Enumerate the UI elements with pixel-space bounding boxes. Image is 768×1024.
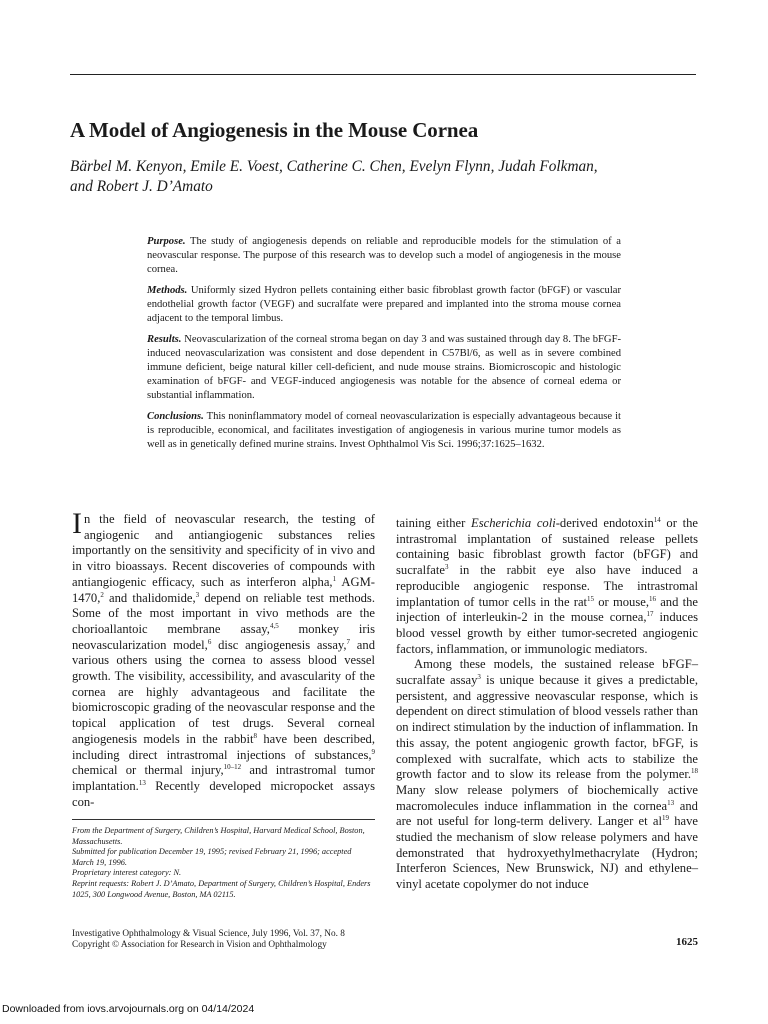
article-title: A Model of Angiogenesis in the Mouse Cornea: [70, 118, 479, 142]
body-text: or mouse,: [594, 594, 649, 609]
body-text: n the field of neovascular research, the testing of angiogenic and antiangiogenic substances relies importantly on the sensitivity and specificity of in vivo and in vitro bioassays. Recent discoveries of compounds with antiangiogenic efficacy, such as interferon alpha,: [72, 512, 375, 589]
abstract-results: [147, 333, 621, 403]
conclusions-text: This noninflammatory model of corneal neovascularization is especially advantageous because it is reproducible, economical, and facilitates investigation of angiogenesis in various murine tumor models as well as in genetically defined murine strains. Invest Ophthalmol Vis Sci. 1996;37:1625–1632.: [147, 411, 621, 450]
body-text: in the rabbit eye also have induced a reproducible angiogenic response. The intrastromal implantation of tumor cells in the rat: [396, 563, 698, 609]
body-text: induces blood vessel growth by either tumor-secreted angiogenic factors, inflammation, or immunologic mediators.: [396, 610, 698, 656]
species-name: Escherichia coli: [471, 516, 556, 530]
download-stamp: Downloaded from iovs.arvojournals.org on 04/14/2024: [2, 1003, 255, 1015]
purpose-label: Purpose.: [147, 236, 186, 247]
citation: 4,5: [269, 621, 279, 630]
body-text: depend on reliable test methods. Some of the most important in vivo methods are the chorioallantoic membrane assay,: [72, 590, 375, 636]
drop-cap: I: [72, 507, 82, 540]
citation: 16: [649, 594, 656, 603]
body-text: and intrastromal tumor implantation.: [72, 763, 375, 793]
body-text: AGM-1470,: [72, 574, 375, 605]
abstract: [147, 235, 621, 459]
citation: 10–12: [223, 763, 242, 772]
journal-footer: [72, 929, 472, 951]
citation: 18: [691, 767, 698, 776]
citation: 14: [653, 515, 661, 524]
citation: 1: [332, 574, 337, 583]
citation: 9: [371, 747, 375, 756]
citation: 8: [253, 731, 257, 740]
body-text: chemical or thermal injury,: [72, 763, 224, 778]
authors-line-1: Bärbel M. Kenyon, Emile E. Voest, Catherine C. Chen, Evelyn Flynn, Judah Folkman,: [70, 158, 598, 175]
purpose-text: The study of angiogenesis depends on reliable and reproducible models for the stimulation of a neovascular response. The purpose of this research was to develop such a model of angiogenesis in the mouse cornea.: [147, 236, 621, 275]
results-text: Neovascularization of the corneal stroma began on day 3 and was sustained through day 8. The bFGF-induced neovascularization was consistent and dose dependent in C57Bl/6, as well as in severe combined immune deficient, beige natural killer cell-deficient, and nude mouse strains. Biomicroscopic and histologic examination of bFGF- and VEGF-induced angiogenesis was notable for the absence of corneal edema or substantial inflammation.: [147, 334, 621, 401]
journal-citation: Investigative Ophthalmology & Visual Science, July 1996, Vol. 37, No. 8: [72, 929, 345, 939]
abstract-conclusions: [147, 410, 621, 452]
body-text: is unique because it gives a predictable, persistent, and aggressive neovascular response, which is dependent on direct stimulation of blood vessels rather than on indirect stimulation by the induction of inflammation. In this assay, the potent angiogenic growth factor, bFGF, is complexed with sucralfate, which acts to stabilize the growth factor and to slow its release from the polymer.: [396, 673, 698, 782]
citation: 19: [661, 814, 669, 823]
body-column-right: [396, 516, 698, 893]
body-text: taining either: [396, 516, 472, 530]
body-text: monkey iris neovascularization model,: [72, 621, 375, 652]
conclusions-label: Conclusions.: [147, 411, 204, 422]
author-list: [70, 157, 696, 197]
abstract-purpose: [147, 235, 621, 277]
citation: 15: [587, 594, 595, 603]
footnote-submitted: Submitted for publication December 19, 1995; revised February 21, 1996; accepted March 19, 1996.: [72, 847, 352, 867]
citation: 3: [444, 562, 449, 571]
body-text: Among these models, the sustained release bFGF–sucralfate assay: [396, 657, 698, 688]
body-text: -derived endotoxin: [555, 516, 654, 530]
results-label: Results.: [147, 334, 182, 345]
footnotes: [72, 826, 375, 900]
right-paragraph-1: [396, 516, 698, 657]
footnote-affiliation: From the Department of Surgery, Children’s Hospital, Harvard Medical School, Boston, Massachusetts.: [72, 826, 365, 846]
left-paragraph: [72, 507, 375, 810]
body-text: Many slow release polymers of biochemically active macromolecules induce inflammation in the cornea: [396, 782, 698, 813]
methods-label: Methods.: [147, 285, 188, 296]
body-text: have studied the mechanism of slow release polymers and have demonstrated that hydroxyethylmethacrylate (Hydron; Interferon Sciences, New Brunswick, NJ) and ethylene–vinyl acetate copolymer do not induce: [396, 814, 699, 892]
footnote-proprietary: Proprietary interest category: N.: [72, 868, 182, 878]
citation: 7: [346, 637, 351, 646]
citation: 17: [646, 610, 654, 619]
body-text: and thalidomide,: [103, 590, 196, 605]
copyright-line: Copyright © Association for Research in Vision and Ophthalmology: [72, 940, 327, 950]
page-number: 1625: [676, 936, 698, 948]
body-text: and the injection of interleukin-2 in the mouse cornea,: [396, 594, 698, 625]
body-column-left: [72, 507, 375, 810]
citation: 13: [138, 778, 146, 787]
methods-text: Uniformly sized Hydron pellets containing either basic fibroblast growth factor (bFGF) or vascular endothelial growth factor (VEGF) and sucralfate were prepared and implanted into the stroma mouse cornea adjacent to the temporal limbus.: [147, 285, 621, 324]
body-text: or the intrastromal implantation of sustained release pellets containing basic fibroblast growth factor (bFGF) and sucralfate: [396, 516, 698, 578]
citation: 3: [477, 672, 481, 681]
body-text: and various others using the cornea to assess blood vessel growth. The visibility, accessibility, and avascularity of the cornea are highly advantageous and facilitate the biomicroscopic grading of the neovascular response and the topical application of test drugs. Several corneal angiogenesis models in the rabbit: [72, 637, 375, 746]
footnote-reprints: Reprint requests: Robert J. D’Amato, Department of Surgery, Children’s Hospital, Enders 1025, 300 Longwood Avenue, Boston, MA 02115.: [72, 878, 371, 899]
body-text: disc angiogenesis assay,: [211, 637, 347, 652]
body-text: and are not useful for long-term delivery. Langer et al: [396, 798, 698, 829]
footnote-rule: [72, 819, 375, 820]
citation: 6: [207, 637, 212, 646]
citation: 13: [667, 798, 675, 807]
authors-line-2: and Robert J. D’Amato: [70, 178, 213, 195]
body-text: Recently developed micropocket assays con-: [72, 778, 375, 809]
citation: 3: [195, 590, 200, 599]
abstract-methods: [147, 284, 621, 326]
body-text: have been described, including direct intrastromal injections of substances,: [72, 731, 375, 762]
citation: 2: [100, 590, 104, 599]
right-paragraph-2: [396, 657, 698, 893]
top-rule: [70, 74, 696, 75]
